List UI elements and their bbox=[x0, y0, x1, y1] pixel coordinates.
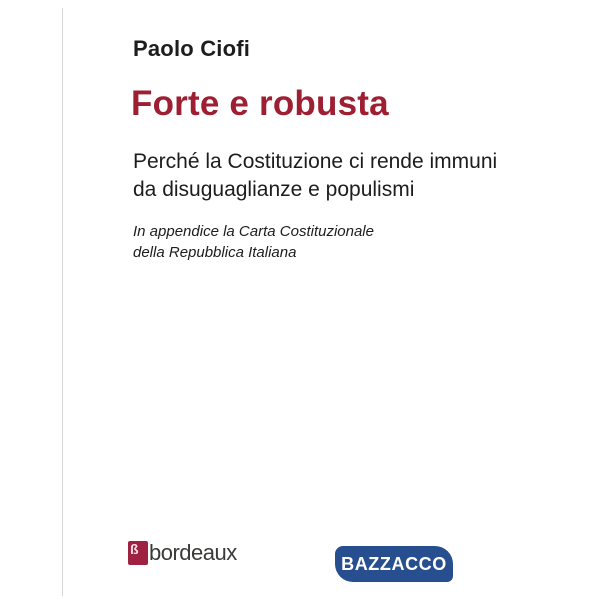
appendix-note bbox=[133, 221, 374, 263]
series-badge bbox=[335, 546, 453, 582]
bordeaux-monogram-icon bbox=[128, 541, 148, 565]
left-margin-rule bbox=[62, 8, 63, 596]
publisher-wordmark: bordeaux bbox=[149, 540, 237, 565]
publisher-logo bbox=[128, 541, 237, 565]
subtitle-line-1: Perché la Costituzione ci rende immuni bbox=[133, 150, 498, 173]
bordeaux-monogram-glyph: ß bbox=[130, 541, 139, 557]
series-badge-label: BAZZACCO bbox=[341, 553, 447, 574]
book-title: Forte e robusta bbox=[131, 84, 389, 123]
appendix-note-line-1: In appendice la Carta Costituzionale bbox=[133, 223, 374, 240]
subtitle-line-2: da disuguaglianze e populismi bbox=[133, 178, 415, 201]
appendix-note-line-2: della Repubblica Italiana bbox=[133, 244, 297, 261]
book-subtitle bbox=[133, 148, 497, 204]
author-name: Paolo Ciofi bbox=[133, 36, 251, 61]
